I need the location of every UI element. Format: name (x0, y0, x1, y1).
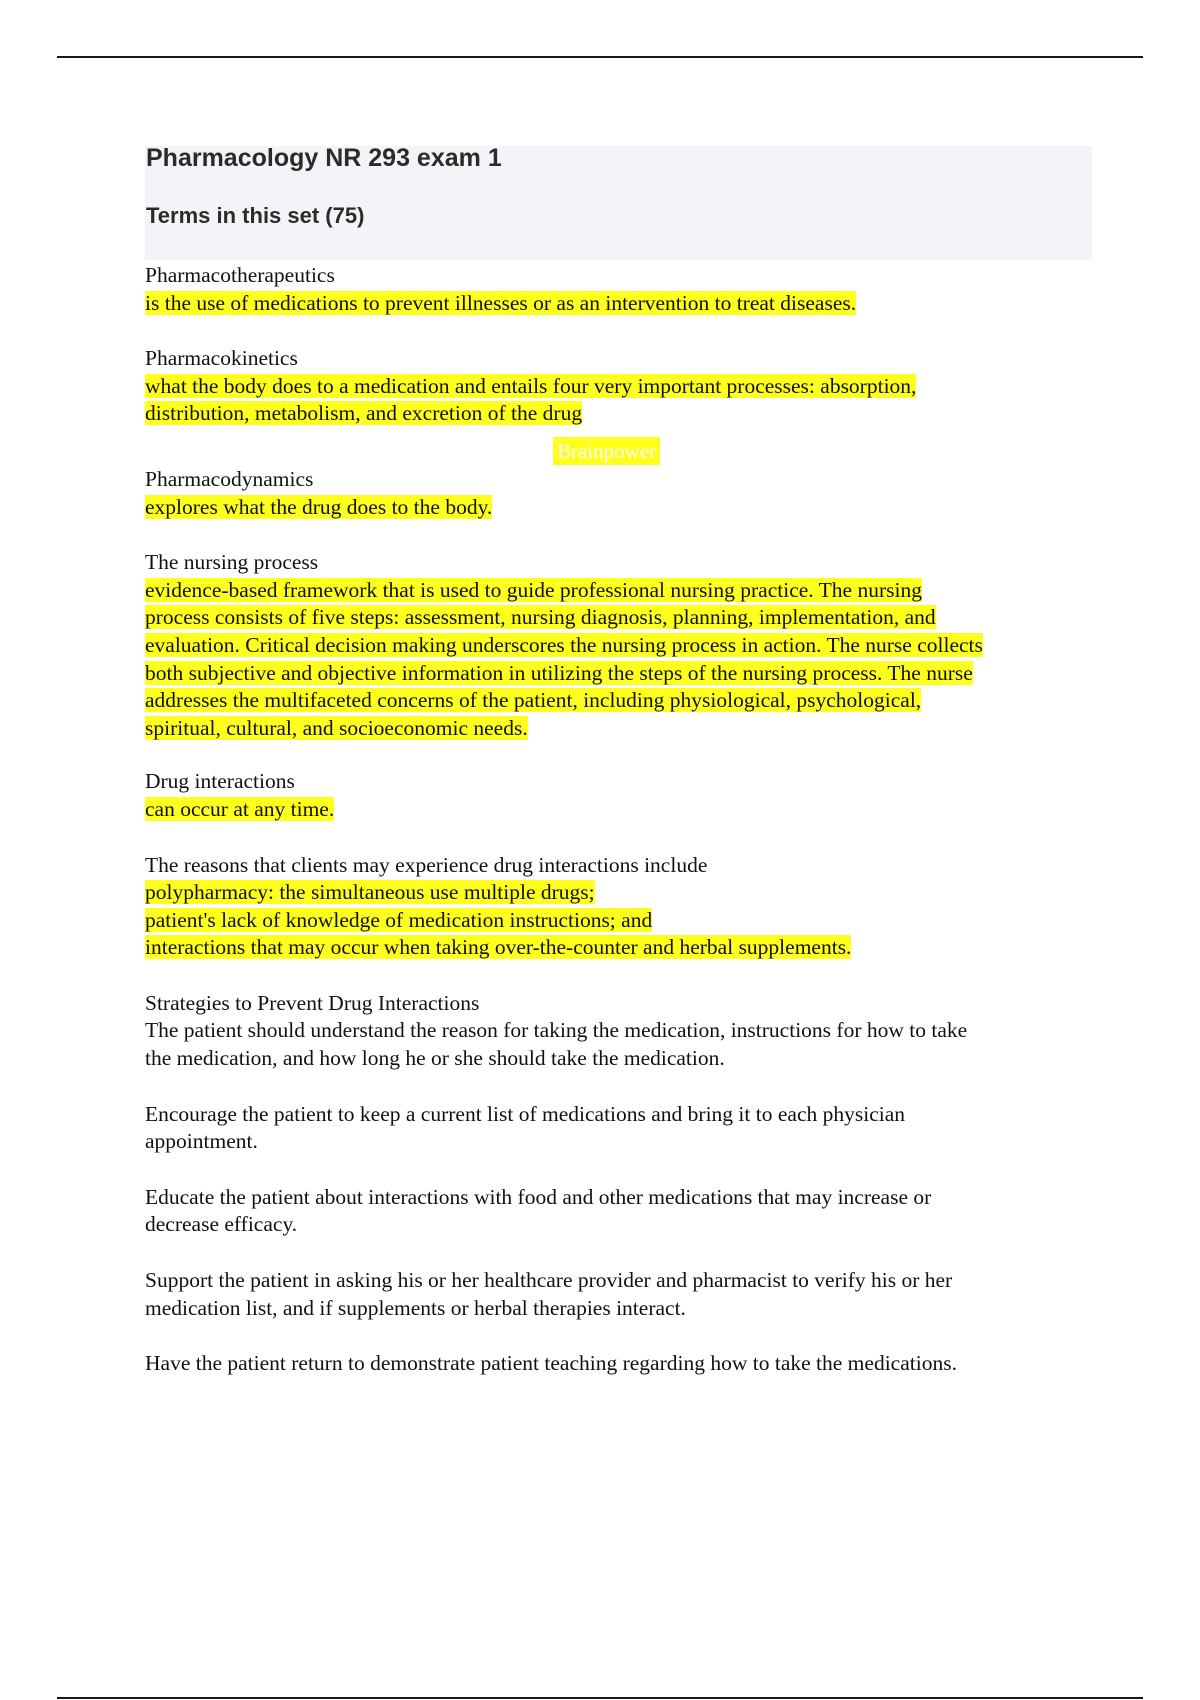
terms-count-heading: Terms in this set (75) (146, 203, 365, 228)
definition-line: both subjective and objective information in utilizing the steps of the nursing process. The nurse (145, 660, 973, 685)
definition-line: the medication, and how long he or she should take the medication. (145, 1046, 725, 1071)
flashcard (145, 990, 1095, 1073)
definition-line: addresses the multifaceted concerns of the patient, including physiological, psychological, (145, 688, 922, 713)
page-title: Pharmacology NR 293 exam 1 (146, 144, 502, 172)
definition-line: is the use of medications to prevent illnesses or as an intervention to treat diseases. (145, 290, 857, 315)
flashcard (145, 549, 1095, 742)
paragraph (145, 1267, 1095, 1322)
paragraph-line: Encourage the patient to keep a current list of medications and bring it to each physician (145, 1101, 906, 1126)
flashcard (145, 345, 1095, 428)
paragraph (145, 1101, 1095, 1156)
flashcard (145, 466, 1095, 521)
definition-line: polypharmacy: the simultaneous use multiple drugs; (145, 880, 595, 905)
term-label: Pharmacotherapeutics (145, 263, 335, 287)
paragraph-line: Educate the patient about interactions with food and other medications that may increase or (145, 1184, 932, 1209)
definition-line: distribution, metabolism, and excretion of the drug (145, 401, 583, 426)
paragraph-line: Have the patient return to demonstrate patient teaching regarding how to take the medications. (145, 1351, 957, 1376)
term-label: Pharmacodynamics (145, 466, 314, 491)
definition-line: can occur at any time. (145, 796, 335, 821)
definition-line: process consists of five steps: assessment, nursing diagnosis, planning, implementation, and (145, 605, 936, 630)
term-label: Strategies to Prevent Drug Interactions (145, 990, 480, 1015)
bottom-rule (57, 1697, 1143, 1699)
term-label: The reasons that clients may experience drug interactions include (145, 852, 708, 877)
paragraph (145, 1184, 1095, 1239)
definition-line: The patient should understand the reason for taking the medication, instructions for how to take (145, 1018, 968, 1043)
watermark: Brainpower (553, 437, 660, 465)
flashcard (145, 768, 1095, 823)
paragraph-line: medication list, and if supplements or herbal therapies interact. (145, 1295, 686, 1320)
flashcard (145, 262, 1095, 317)
definition-line: explores what the drug does to the body. (145, 494, 493, 519)
paragraph (145, 1350, 1095, 1378)
definition-line: spiritual, cultural, and socioeconomic needs. (145, 715, 528, 740)
definition-line: patient's lack of knowledge of medication instructions; and (145, 907, 653, 932)
flashcard (145, 852, 1095, 962)
flashcard-list (145, 262, 1095, 1378)
definition-line: evidence-based framework that is used to guide professional nursing practice. The nursing (145, 577, 922, 602)
definition-line: evaluation. Critical decision making underscores the nursing process in action. The nurse collects (145, 632, 983, 657)
term-label: Drug interactions (145, 769, 295, 794)
paragraph-line: decrease efficacy. (145, 1212, 298, 1237)
paragraph-line: Support the patient in asking his or her healthcare provider and pharmacist to verify his or her (145, 1268, 953, 1293)
paragraph-line: appointment. (145, 1129, 258, 1154)
term-label: The nursing process (145, 550, 319, 575)
term-label: Pharmacokinetics (145, 346, 298, 371)
definition-line: what the body does to a medication and entails four very important processes: absorption, (145, 373, 917, 398)
definition-line: interactions that may occur when taking over-the-counter and herbal supplements. (145, 935, 852, 960)
top-rule (57, 56, 1143, 58)
